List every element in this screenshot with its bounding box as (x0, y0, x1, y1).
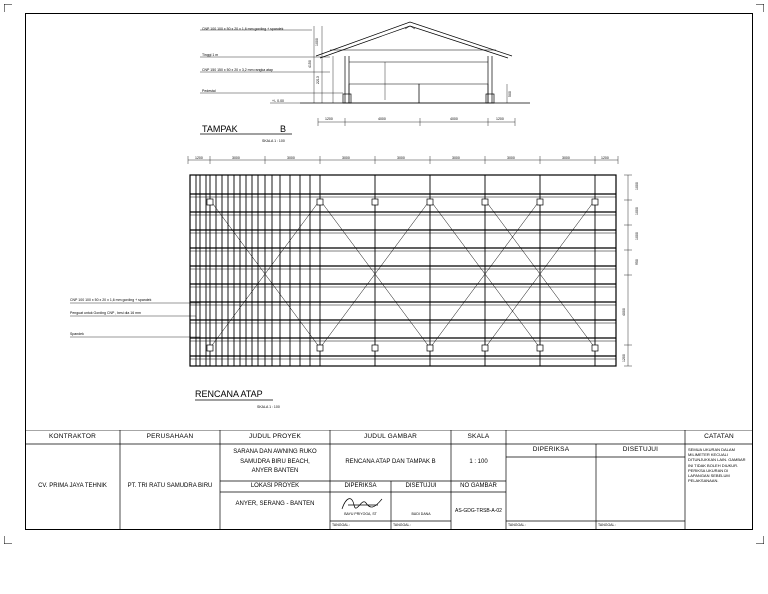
crop-mark-bottom-left (4, 536, 12, 544)
crop-mark-bottom-right (756, 536, 764, 544)
tanggal-4: TANGGAL : (598, 522, 617, 527)
signer-1: BAYU PRIYOGA, ST (344, 512, 377, 517)
roof-plan (70, 156, 632, 400)
elevation-label-cnp: CNP 100 100 x 50 x 20 x 1,6 mm gording + spandek (202, 27, 284, 31)
elevation-dim-2: 4000 (378, 117, 386, 121)
skala-value: 1 : 100 (469, 458, 488, 465)
elevation-label-cnp2: CNP 150 150 x 50 x 20 x 3,2 mm rangka atap (202, 68, 273, 72)
elevation-label-pedestal: Pedestal (202, 89, 216, 93)
tanggal-2: TANGGAL : (393, 522, 412, 527)
plan-title: RENCANA ATAP (195, 389, 263, 399)
plan-dim-right-1: 1000 (635, 182, 639, 190)
plan-dim-top-4: 3000 (342, 156, 350, 160)
signer-2: BUDI DANA (411, 512, 431, 517)
plan-label-cnp: CNP 100 100 x 50 x 20 x 1,6 mm gording + spandek (70, 298, 152, 302)
plan-dim-right-big: 4000 (622, 308, 626, 316)
plan-dim-right-bottom: 1200 (622, 354, 626, 362)
plan-scale: SKALA 1 : 100 (257, 405, 280, 409)
header-disetujui: DISETUJUI (622, 446, 659, 454)
title-block (25, 430, 753, 530)
elevation-label-height: Tinggi 1 m (202, 53, 219, 57)
header-judul-gambar: JUDUL GAMBAR (363, 432, 418, 440)
header-diperiksa: DIPERIKSA (532, 446, 570, 454)
header-skala: SKALA (467, 432, 490, 440)
plan-label-spandek: Spandek (70, 332, 84, 336)
elevation-dim-3: 4000 (450, 117, 458, 121)
judul-gambar-value: RENCANA ATAP DAN TAMPAK B (345, 458, 436, 465)
elevation-vdim-3: 2213 (316, 76, 320, 84)
elevation-vdim-2: 4150 (308, 60, 312, 68)
elevation-level: +/- 0.00 (272, 99, 284, 103)
elevation-title: TAMPAK (202, 124, 238, 134)
plan-dim-top-9: 1200 (601, 156, 609, 160)
elevation-view (200, 22, 530, 134)
header-judul-proyek: JUDUL PROYEK (248, 432, 301, 440)
lokasi-value: ANYER, SERANG - BANTEN (235, 501, 315, 508)
no-gambar-value: AS-GDG-TRSB-A-02 (455, 508, 502, 514)
catatan-notes: SEMUA UKURAN DALAM MILIMETER KECUALI DITUNJUKKAN LAIN. GAMBAR INI TIDAK BOLEH DIUKUR. PERIKSA UKURAN DI LAPANGAN SEBELUM PELAKSANAAN. (688, 447, 746, 484)
elevation-vdim-1: 1000 (315, 38, 319, 46)
tanggal-1: TANGGAL : (332, 522, 351, 527)
plan-dim-top-5: 3000 (397, 156, 405, 160)
plan-dim-top-7: 3000 (507, 156, 515, 160)
header-catatan: CATATAN (704, 432, 734, 440)
signature-1 (338, 493, 386, 513)
plan-dim-top-1: 1200 (195, 156, 203, 160)
elevation-vdim-4: 500 (508, 91, 512, 97)
plan-dim-right-4: 950 (635, 259, 639, 265)
elevation-scale: SKALA 1 : 100 (262, 139, 285, 143)
plan-dim-right-3: 1000 (635, 232, 639, 240)
plan-dim-top-2: 3000 (232, 156, 240, 160)
elevation-dim-1: 1200 (325, 117, 333, 121)
plan-dim-right-2: 1000 (635, 207, 639, 215)
header-disetujui-2: DISETUJUI (405, 482, 437, 489)
plan-dim-top-6: 3000 (452, 156, 460, 160)
header-perusahaan: PERUSAHAAN (146, 432, 194, 440)
plan-dim-top-3: 3000 (287, 156, 295, 160)
elevation-dim-4: 1200 (496, 117, 504, 121)
header-no-gambar: NO GAMBAR (460, 482, 497, 489)
plan-label-penguat: Penguat untuk Gording CNP , besi dia 16 mm (70, 311, 141, 315)
header-lokasi: LOKASI PROYEK (250, 482, 300, 489)
plan-dim-top-8: 3000 (562, 156, 570, 160)
kontraktor-value: CV. PRIMA JAYA TEHNIK (38, 483, 107, 490)
elevation-title-suffix: B (280, 124, 287, 134)
judul-proyek-value: SARANA DAN AWNING RUKO SAMUDRA BIRU BEACH, ANYER BANTEN (233, 449, 317, 475)
header-kontraktor: KONTRAKTOR (48, 432, 97, 440)
perusahaan-value: PT. TRI RATU SAMUDRA BIRU (127, 483, 213, 490)
header-diperiksa-2: DIPERIKSA (344, 482, 377, 489)
tanggal-3: TANGGAL : (508, 522, 527, 527)
